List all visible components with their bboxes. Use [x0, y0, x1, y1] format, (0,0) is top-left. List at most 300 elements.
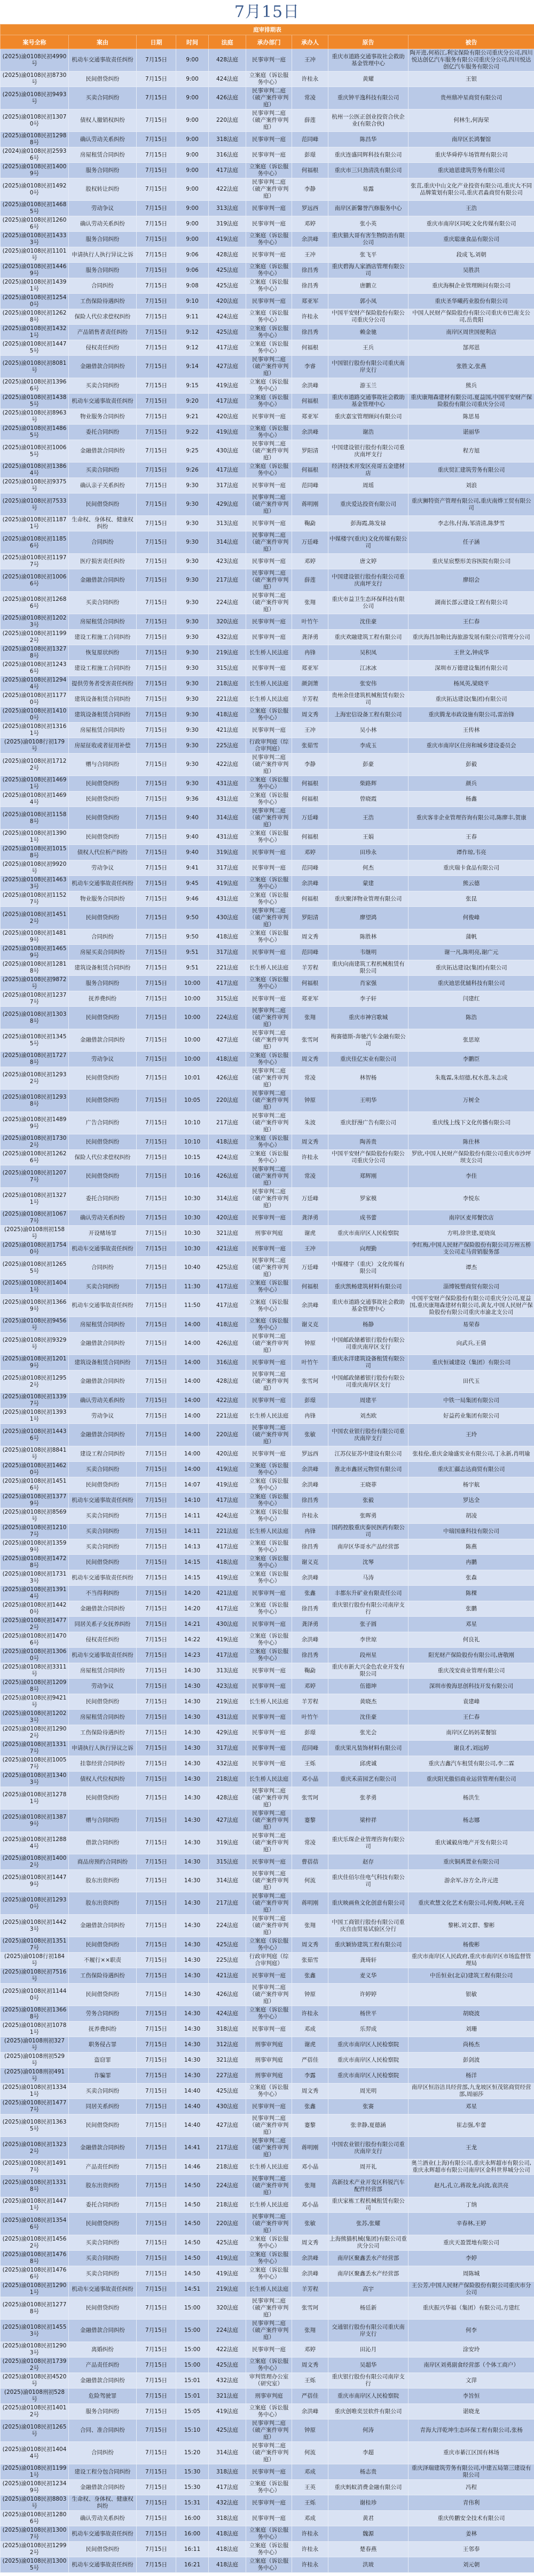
- date-cell: 7月15日: [137, 592, 176, 614]
- table-row: [1, 2442, 534, 2464]
- plaintiff-cell: 中国邮政储蓄银行股份有限公司重庆南岸区支行: [328, 1333, 409, 1355]
- defendant-cell: 南岸区长鸿餐馆: [409, 132, 534, 147]
- cause-cell: 机动车交通事故责任纠纷: [69, 1570, 137, 1586]
- defendant-cell: 段成飞,刘朝: [409, 247, 534, 263]
- judge-cell: 邓小晶: [292, 2197, 328, 2213]
- date-cell: 7月15日: [137, 2068, 176, 2084]
- defendant-cell: 中铁一局集团有限公司: [409, 1393, 534, 1408]
- plaintiff-cell: 王兵: [328, 340, 409, 356]
- case-number-cell: (2025)渝0108民初4990号: [1, 49, 69, 72]
- defendant-cell: 李红梅,中国人民财产保险股份有限公司万州五桥支公司走马营销服务部: [409, 1241, 534, 1257]
- cause-cell: 机动车交通事故责任纠纷: [69, 2557, 137, 2573]
- plaintiff-cell: 中国农业银行股份有限公司重庆南岸支行: [328, 2137, 409, 2159]
- case-number-cell: (2025)渝0108民初9920号: [1, 860, 69, 876]
- time-cell: 14:50: [176, 2213, 209, 2235]
- cause-cell: 民间借贷纠纷: [69, 2297, 137, 2320]
- department-cell: 民事审判一庭: [246, 132, 292, 147]
- department-cell: 民事审判二庭（破产案件审判庭）: [246, 2420, 292, 2442]
- time-cell: 14:30: [176, 2037, 209, 2053]
- date-cell: 7月15日: [137, 554, 176, 569]
- time-cell: 14:50: [176, 2251, 209, 2266]
- defendant-cell: 重庆瑞卡食品有限公司: [409, 860, 534, 876]
- defendant-cell: 谢良才,刘远婷: [409, 1741, 534, 1756]
- table-row: [1, 1210, 534, 1226]
- case-number-cell: (2025)渝0108民初14436号: [1, 1424, 69, 1446]
- case-number-cell: (2025)渝0108民初14321号: [1, 325, 69, 340]
- judge-cell: 何福根: [292, 1279, 328, 1295]
- time-cell: 15:10: [176, 2420, 209, 2442]
- plaintiff-cell: 易露: [328, 178, 409, 201]
- time-cell: 15:30: [176, 2480, 209, 2495]
- date-cell: 7月15日: [137, 707, 176, 723]
- table-row: [1, 1648, 534, 1663]
- defendant-cell: 重庆海昌加勒比海旅游发展有限公司管理分公司: [409, 630, 534, 645]
- table-row: [1, 1477, 534, 1493]
- judge-cell: 邓婷: [292, 554, 328, 569]
- table-row: [1, 1333, 534, 1355]
- table-row: [1, 87, 534, 109]
- department-cell: 民事审判二庭（破产案件审判庭）: [246, 440, 292, 463]
- date-cell: 7月15日: [137, 2297, 176, 2320]
- department-cell: 民事审判二庭（破产案件审判庭）: [246, 907, 292, 929]
- courtroom-cell: 314法庭: [209, 531, 246, 554]
- table-row: [1, 2282, 534, 2297]
- case-number-cell: (2025)渝0108民初13901号: [1, 829, 69, 845]
- case-number-cell: (2025)渝0108民初10057号: [1, 1756, 69, 1772]
- date-cell: 7月15日: [137, 2511, 176, 2526]
- cause-cell: 挂靠经营合同纠纷: [69, 1756, 137, 1772]
- table-row: [1, 1694, 534, 1710]
- time-cell: 15:05: [176, 2404, 209, 2420]
- defendant-cell: 重庆吉鑫汽车租赁有限公司,李二霖: [409, 1756, 534, 1772]
- column-header-case-number: 案号全称: [1, 35, 69, 49]
- cause-cell: 民间借贷纠纷: [69, 1090, 137, 1112]
- judge-cell: 冉锋: [292, 1524, 328, 1539]
- cause-cell: 金融借款合同纠纷: [69, 569, 137, 592]
- courtroom-cell: 221法庭: [209, 1524, 246, 1539]
- date-cell: 7月15日: [137, 945, 176, 960]
- judge-cell: 张鑫: [292, 2099, 328, 2115]
- time-cell: 9:00: [176, 163, 209, 178]
- department-cell: 民事审判一庭: [246, 147, 292, 163]
- time-cell: 14:50: [176, 2197, 209, 2213]
- table-row: [1, 2358, 534, 2373]
- judge-cell: 余洪峰: [292, 1295, 328, 1317]
- cause-cell: 申请执行人执行异议之诉: [69, 1741, 137, 1756]
- plaintiff-cell: 田沁月: [328, 2342, 409, 2358]
- table-row: [1, 109, 534, 132]
- cause-cell: 股东出资纠纷: [69, 1870, 137, 1892]
- date-cell: 7月15日: [137, 1029, 176, 1052]
- judge-cell: 钟原: [292, 2420, 328, 2442]
- case-number-cell: (2025)渝0108民初12377号: [1, 991, 69, 1007]
- defendant-cell: 谌丽华: [409, 425, 534, 440]
- table-row: [1, 2389, 534, 2404]
- time-cell: 9:30: [176, 478, 209, 494]
- defendant-cell: 任子涵: [409, 531, 534, 554]
- table-row: [1, 1188, 534, 1210]
- judge-cell: 余洪峰: [292, 425, 328, 440]
- courtroom-cell: 224法庭: [209, 1915, 246, 1937]
- table-row: [1, 147, 534, 163]
- defendant-cell: 何李: [409, 2320, 534, 2342]
- department-cell: 民事审判二庭（破产案件审判庭）: [246, 1424, 292, 1446]
- courtroom-cell: 426法庭: [209, 1165, 246, 1188]
- plaintiff-cell: 重庆永洋建筑设备租赁有限公司: [328, 1355, 409, 1371]
- department-cell: 民事审判一庭: [246, 1210, 292, 1226]
- cause-cell: 合同、准合同纠纷: [69, 2420, 137, 2442]
- courtroom-cell: 430法庭: [209, 907, 246, 929]
- case-number-cell: (2025)渝0108民初9329号: [1, 1333, 69, 1355]
- cause-cell: 服务合同纠纷: [69, 976, 137, 991]
- time-cell: 15:00: [176, 2320, 209, 2342]
- time-cell: 9:11: [176, 309, 209, 325]
- courtroom-cell: 427法庭: [209, 356, 246, 378]
- courtroom-cell: 417法庭: [209, 1648, 246, 1663]
- time-cell: 16:11: [176, 2542, 209, 2557]
- department-cell: 民事审判二庭（破产案件审判庭）: [246, 1832, 292, 1854]
- date-cell: 7月15日: [137, 2115, 176, 2137]
- table-row: [1, 1029, 534, 1052]
- time-cell: 14:30: [176, 1725, 209, 1741]
- department-cell: 民事审判二庭（破产案件审判庭）: [246, 178, 292, 201]
- courtroom-cell: 224法庭: [209, 1007, 246, 1029]
- department-cell: 长生桥人民法庭: [246, 1772, 292, 1787]
- department-cell: 民事审判二庭（破产案件审判庭）: [246, 2175, 292, 2197]
- judge-cell: 徐昌秀: [292, 263, 328, 278]
- judge-cell: 张茹雪: [292, 1953, 328, 1968]
- department-cell: 刑事审判庭: [246, 2053, 292, 2068]
- date-cell: 7月15日: [137, 87, 176, 109]
- judge-cell: 薛莲: [292, 569, 328, 592]
- cause-cell: 民间借贷纠纷: [69, 494, 137, 516]
- time-cell: 9:51: [176, 960, 209, 976]
- case-number-cell: (2025)渝0108民初13403号: [1, 1772, 69, 1787]
- case-number-cell: (2025)渝0108民初12626号: [1, 1150, 69, 1165]
- plaintiff-cell: 杨世平: [328, 2006, 409, 2022]
- case-number-cell: (2025)渝0108民初14012号: [1, 2404, 69, 2420]
- department-cell: 长生桥人民法庭: [246, 676, 292, 692]
- plaintiff-cell: 中国工商银行股份有限公司重庆自由贸易试验区分行: [328, 1915, 409, 1937]
- department-cell: 民事审判二庭（破产案件审判庭）: [246, 531, 292, 554]
- table-row: [1, 1810, 534, 1832]
- defendant-cell: 田代玉: [409, 1371, 534, 1393]
- time-cell: 15:00: [176, 2342, 209, 2358]
- judge-cell: 张翔: [292, 2320, 328, 2342]
- cause-cell: 提供劳务者受害责任纠纷: [69, 676, 137, 692]
- case-number-cell: (2025)渝0108民初12901号: [1, 2282, 69, 2297]
- judge-cell: 邓婷: [292, 1679, 328, 1694]
- plaintiff-cell: 李世琼: [328, 1632, 409, 1648]
- case-number-cell: (2025)渝0108民初13879号: [1, 1810, 69, 1832]
- judge-cell: 冉锋: [292, 1408, 328, 1424]
- date-cell: 7月15日: [137, 2084, 176, 2099]
- time-cell: 9:12: [176, 340, 209, 356]
- cause-cell: 工伤保险待遇纠纷: [69, 1725, 137, 1741]
- judge-cell: 万廷峰: [292, 531, 328, 554]
- plaintiff-cell: 重庆碧海人家酒店管理有限公司: [328, 263, 409, 278]
- cause-cell: 房屋租赁合同纠纷: [69, 1317, 137, 1333]
- courtroom-cell: 318法庭: [209, 2464, 246, 2480]
- defendant-cell: 李旨恒: [409, 2389, 534, 2404]
- department-cell: 民事审判二庭（破产案件审判庭）: [246, 2320, 292, 2342]
- judge-cell: 郑亚军: [292, 661, 328, 676]
- case-number-cell: (2025)渝0108民初13038号: [1, 1007, 69, 1029]
- cause-cell: 生命权、身体权、健康权纠纷: [69, 2495, 137, 2511]
- plaintiff-cell: 黄晓杰: [328, 1694, 409, 1710]
- plaintiff-cell: 南岸区聚鑫丢水产经营部: [328, 2266, 409, 2282]
- plaintiff-cell: 黄君: [328, 2511, 409, 2526]
- time-cell: 14:40: [176, 2099, 209, 2115]
- defendant-cell: 文萍: [409, 2373, 534, 2389]
- judge-cell: 许桂永: [292, 1150, 328, 1165]
- table-row: [1, 1854, 534, 1870]
- department-cell: 行政审判庭（综合审判庭）: [246, 738, 292, 754]
- table-row: [1, 478, 534, 494]
- courtroom-cell: 419法庭: [209, 1632, 246, 1648]
- time-cell: 10:30: [176, 1226, 209, 1241]
- time-cell: 14:00: [176, 1333, 209, 1355]
- defendant-cell: 中国人民财产保险股份有限公司重庆市巴南支公司,岳贵阳: [409, 309, 534, 325]
- table-row: [1, 754, 534, 776]
- judge-cell: 张敏: [292, 1424, 328, 1446]
- time-cell: 16:00: [176, 2526, 209, 2542]
- courtroom-cell: 427法庭: [209, 1810, 246, 1832]
- department-cell: 立案庭（诉讼服务中心）: [246, 2557, 292, 2573]
- case-number-cell: (2025)渝0108民初7516号: [1, 1968, 69, 1984]
- plaintiff-cell: 韦继明: [328, 945, 409, 960]
- department-cell: 立案庭（诉讼服务中心）: [246, 1052, 292, 1067]
- case-number-cell: (2025)渝0108民初11856号: [1, 531, 69, 554]
- time-cell: 9:30: [176, 776, 209, 792]
- plaintiff-cell: 谢桂珍: [328, 2495, 409, 2511]
- courtroom-cell: 221法庭: [209, 1408, 246, 1424]
- defendant-cell: 谭作琼,韦亮: [409, 845, 534, 860]
- judge-cell: 冉锋: [292, 645, 328, 661]
- case-number-cell: (2025)渝0108民初11527号: [1, 891, 69, 907]
- plaintiff-cell: 高宇: [328, 2282, 409, 2297]
- date-cell: 7月15日: [137, 1188, 176, 1210]
- table-row: [1, 1617, 534, 1632]
- courtroom-cell: 218法庭: [209, 2197, 246, 2213]
- courtroom-cell: 225法庭: [209, 1953, 246, 1968]
- department-cell: 审判管理办公室（研究室）: [246, 2373, 292, 2389]
- cause-cell: 房屋买卖合同纠纷: [69, 945, 137, 960]
- judge-cell: 彭璟: [292, 1393, 328, 1408]
- case-number-cell: (2025)渝0108民初12023号: [1, 614, 69, 630]
- department-cell: 民事审判一庭: [246, 294, 292, 309]
- plaintiff-cell: 杨廷新: [328, 2297, 409, 2320]
- cause-cell: 广告合同纠纷: [69, 1112, 137, 1134]
- cause-cell: 金融借款合同纠纷: [69, 1371, 137, 1393]
- plaintiff-cell: 重庆爱达投资有限公司: [328, 494, 409, 516]
- cause-cell: 买卖合同纠纷: [69, 592, 137, 614]
- case-number-cell: (2025)渝0108民初13546号: [1, 2213, 69, 2235]
- judge-cell: 余洪峰: [292, 2404, 328, 2420]
- table-row: [1, 49, 534, 72]
- defendant-cell: 游余军,谷方全,许元进: [409, 1870, 534, 1892]
- defendant-cell: 中瑞国康科技有限公司: [409, 1524, 534, 1539]
- department-cell: 刑事审判庭: [246, 2037, 292, 2053]
- courtroom-cell: 430法庭: [209, 2099, 246, 2115]
- department-cell: 立案庭（诉讼服务中心）: [246, 1295, 292, 1317]
- judge-cell: 王冲: [292, 49, 328, 72]
- plaintiff-cell: 重庆市益卫生态环保科技有限公司: [328, 592, 409, 614]
- defendant-cell: 青海大洋乾坤生态环保工程有限公司,张杨: [409, 2420, 534, 2442]
- time-cell: 9:40: [176, 807, 209, 829]
- defendant-cell: 陈棵: [409, 1586, 534, 1601]
- table-row: [1, 1165, 534, 1188]
- judge-cell: 何福根: [292, 829, 328, 845]
- courtroom-cell: 419法庭: [209, 1477, 246, 1493]
- time-cell: 14:30: [176, 1953, 209, 1968]
- courtroom-cell: 430法庭: [209, 440, 246, 463]
- defendant-cell: 重庆拓达建设(集团)有限公司: [409, 960, 534, 976]
- table-row: [1, 2495, 534, 2511]
- courtroom-cell: 321法庭: [209, 2389, 246, 2404]
- time-cell: 9:30: [176, 707, 209, 723]
- courtroom-cell: 312法庭: [209, 2037, 246, 2053]
- cause-cell: 房屋租赁合同纠纷: [69, 723, 137, 738]
- department-cell: 立案庭（诉讼服务中心）: [246, 792, 292, 807]
- date-cell: 7月15日: [137, 614, 176, 630]
- date-cell: 7月15日: [137, 2022, 176, 2037]
- department-cell: 民事审判二庭（破产案件审判庭）: [246, 356, 292, 378]
- cause-cell: 物业服务合同纠纷: [69, 409, 137, 425]
- column-header-plaintiff: 原告: [328, 35, 409, 49]
- courtroom-cell: 432法庭: [209, 2373, 246, 2389]
- courtroom-cell: 425法庭: [209, 2235, 246, 2251]
- defendant-cell: 张苴,重庆中山文化产业投资有限公司,重庆大不同品牌策划有限公司,重庆君淼商贸有限公司: [409, 178, 534, 201]
- plaintiff-cell: 重庆颖协建筑工程有限公司: [328, 1937, 409, 1953]
- courtroom-cell: 422法庭: [209, 178, 246, 201]
- judge-cell: 张敏: [292, 2213, 328, 2235]
- cause-cell: 买卖合同纠纷: [69, 2266, 137, 2282]
- time-cell: 10:16: [176, 1165, 209, 1188]
- date-cell: 7月15日: [137, 807, 176, 829]
- defendant-cell: 重庆迪恩建筑劳务有限公司: [409, 163, 534, 178]
- department-cell: 民事审判二庭（破产案件审判庭）: [246, 754, 292, 776]
- department-cell: 立案庭（诉讼服务中心）: [246, 378, 292, 394]
- cause-cell: 建筑设备租赁合同纠纷: [69, 692, 137, 707]
- table-row: [1, 2006, 534, 2022]
- time-cell: 10:00: [176, 976, 209, 991]
- cause-cell: 民间借贷纠纷: [69, 776, 137, 792]
- judge-cell: 王冲: [292, 1241, 328, 1257]
- date-cell: 7月15日: [137, 1524, 176, 1539]
- date-cell: 7月15日: [137, 738, 176, 754]
- department-cell: 民事审判一庭: [246, 2099, 292, 2115]
- cause-cell: 建筑设备租赁合同纠纷: [69, 960, 137, 976]
- plaintiff-cell: 杨志贵: [328, 2464, 409, 2480]
- table-row: [1, 1710, 534, 1725]
- defendant-cell: 张鹏: [409, 1601, 534, 1617]
- plaintiff-cell: 许婷婷: [328, 1984, 409, 2006]
- department-cell: 民事审判二庭（破产案件审判庭）: [246, 1870, 292, 1892]
- judge-cell: 邓婷: [292, 2342, 328, 2358]
- date-cell: 7月15日: [137, 2373, 176, 2389]
- courtroom-cell: 417法庭: [209, 1601, 246, 1617]
- judge-cell: 邓成: [292, 2511, 328, 2526]
- judge-cell: 谢虎: [292, 2037, 328, 2053]
- cause-cell: 买卖合同纠纷: [69, 1508, 137, 1524]
- column-header-judge: 承办人: [292, 35, 328, 49]
- date-cell: 7月15日: [137, 1694, 176, 1710]
- cause-cell: 服务合同纠纷: [69, 163, 137, 178]
- courtroom-cell: 219法庭: [209, 645, 246, 661]
- case-number-cell: (2025)渝0108民初14768号: [1, 2251, 69, 2266]
- defendant-cell: 张桂伦,重庆金瑜盛实业有限公司,丁永新,肖明瑜: [409, 1446, 534, 1462]
- courtroom-cell: 417法庭: [209, 2480, 246, 2495]
- department-cell: 民事审判一庭: [246, 409, 292, 425]
- case-number-cell: (2025)渝0108民初14633号: [1, 876, 69, 891]
- time-cell: 14:30: [176, 1694, 209, 1710]
- table-row: [1, 945, 534, 960]
- judge-cell: 羊芳程: [292, 2282, 328, 2297]
- courtroom-cell: 420法庭: [209, 294, 246, 309]
- date-cell: 7月15日: [137, 1787, 176, 1810]
- plaintiff-cell: 重庆佳亿实业有限公司: [328, 1052, 409, 1067]
- plaintiff-cell: 张飞平: [328, 247, 409, 263]
- plaintiff-cell: 重庆市道路交通事故社会救助基金管理中心: [328, 394, 409, 409]
- table-row: [1, 1586, 534, 1601]
- table-row: [1, 2511, 534, 2526]
- cause-cell: 机动车交通事故责任纠纷: [69, 1648, 137, 1663]
- case-number-cell: (2025)渝0108民初13232号: [1, 2137, 69, 2159]
- defendant-cell: 重庆圣华曦药业股份有限公司: [409, 294, 534, 309]
- plaintiff-cell: 张小英: [328, 216, 409, 232]
- case-number-cell: (2025)渝0108民初14899号: [1, 1112, 69, 1134]
- time-cell: 14:50: [176, 2235, 209, 2251]
- department-cell: 立案庭（诉讼服务中心）: [246, 876, 292, 891]
- time-cell: 9:40: [176, 829, 209, 845]
- date-cell: 7月15日: [137, 1134, 176, 1150]
- department-cell: 立案庭（诉讼服务中心）: [246, 263, 292, 278]
- case-number-cell: (2025)渝0108民初8569号: [1, 1508, 69, 1524]
- judge-cell: 曹蓓蓓: [292, 1854, 328, 1870]
- judge-cell: 叶竹午: [292, 1710, 328, 1725]
- judge-cell: 周文秀: [292, 707, 328, 723]
- table-row: [1, 2251, 534, 2266]
- table-row: [1, 132, 534, 147]
- plaintiff-cell: 中国农业银行股份有限公司重庆南岸支行: [328, 1424, 409, 1446]
- courtroom-cell: 429法庭: [209, 494, 246, 516]
- table-row: [1, 494, 534, 516]
- judge-cell: 蹇黎: [292, 1810, 328, 1832]
- table-row: [1, 776, 534, 792]
- courtroom-cell: 313法庭: [209, 1663, 246, 1679]
- courtroom-cell: 424法庭: [209, 1508, 246, 1524]
- department-cell: 立案庭（诉讼服务中心）: [246, 1150, 292, 1165]
- table-row: [1, 201, 534, 216]
- plaintiff-cell: 李超: [328, 2442, 409, 2464]
- courtroom-cell: 419法庭: [209, 2266, 246, 2282]
- cause-cell: 同居关系纠纷: [69, 2099, 137, 2115]
- date-cell: 7月15日: [137, 263, 176, 278]
- date-cell: 7月15日: [137, 1679, 176, 1694]
- date-cell: 7月15日: [137, 1756, 176, 1772]
- department-cell: 长生桥人民法庭: [246, 645, 292, 661]
- plaintiff-cell: 重庆欢融建筑工程有限公司: [328, 630, 409, 645]
- defendant-cell: 好益药业集团有限公司: [409, 1408, 534, 1424]
- plaintiff-cell: 罗家模: [328, 1188, 409, 1210]
- table-row: [1, 876, 534, 891]
- plaintiff-cell: 中国建设银行股份有限公司重庆南坪支行: [328, 569, 409, 592]
- plaintiff-cell: 重庆钟平逸科技有限公司: [328, 87, 409, 109]
- defendant-cell: 熊云德: [409, 876, 534, 891]
- table-row: [1, 216, 534, 232]
- time-cell: 9:30: [176, 569, 209, 592]
